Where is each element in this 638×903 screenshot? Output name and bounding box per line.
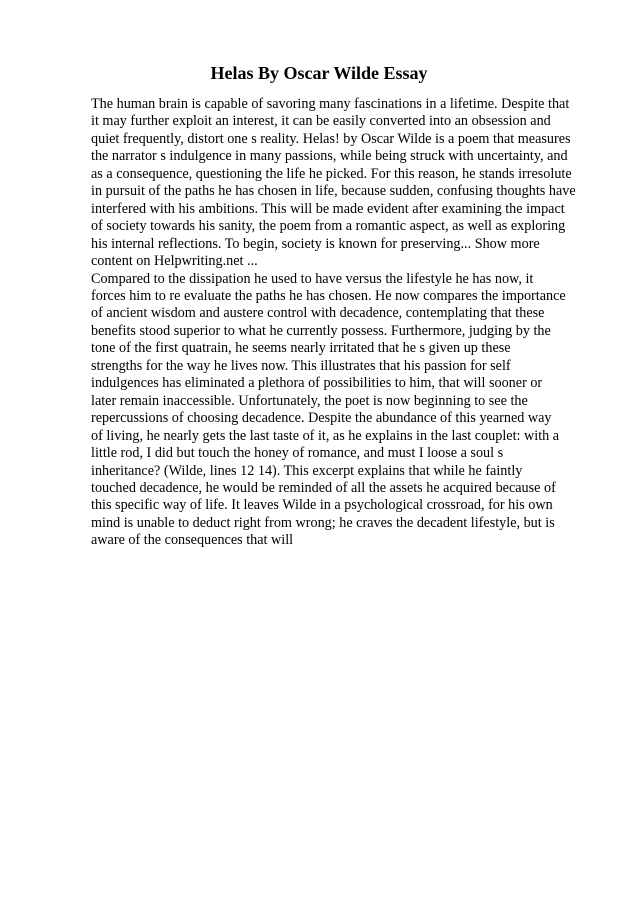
text-line: indulgences has eliminated a plethora of possibilities to him, that will sooner or <box>91 375 543 392</box>
text-line: of ancient wisdom and austere control with decadence, contemplating that these <box>91 305 545 322</box>
text-line: little rod, I did but touch the honey of romance, and must I loose a soul s <box>91 445 504 462</box>
text-line: of society towards his sanity, the poem from a romantic aspect, as well as exploring <box>91 218 566 235</box>
text-line: quiet frequently, distort one s reality. Helas! by Oscar Wilde is a poem that measures <box>91 130 571 147</box>
text-line: repercussions of choosing decadence. Despite the abundance of this yearned way <box>91 410 552 427</box>
text-line: Compared to the dissipation he used to have versus the lifestyle he has now, it <box>91 270 534 287</box>
text-line: inheritance? (Wilde, lines 12 14). This excerpt explains that while he faintly <box>91 462 523 479</box>
text-line: of living, he nearly gets the last taste of it, as he explains in the last couplet: with a <box>91 427 560 444</box>
text-line: aware of the consequences that will <box>91 532 294 549</box>
text-line: forces him to re evaluate the paths he has chosen. He now compares the importance <box>91 287 566 304</box>
text-line: this specific way of life. It leaves Wilde in a psychological crossroad, for his own <box>91 497 553 514</box>
document-body <box>91 96 591 550</box>
text-line: tone of the first quatrain, he seems nearly irritated that he s given up these <box>91 340 511 357</box>
text-line: mind is unable to deduct right from wrong; he craves the decadent lifestyle, but is <box>91 514 555 531</box>
text-line: as a consequence, questioning the life he picked. For this reason, he stands irresolute <box>91 165 572 182</box>
text-line: interfered with his ambitions. This will be made evident after examining the impact <box>91 200 565 217</box>
text-line: it may further exploit an interest, it can be easily converted into an obsession and <box>91 113 551 130</box>
document-title: Helas By Oscar Wilde Essay <box>210 63 428 83</box>
text-line: strengths for the way he lives now. This illustrates that his passion for self <box>91 357 511 374</box>
text-line: later remain inaccessible. Unfortunately, the poet is now beginning to see the <box>91 392 528 409</box>
text-line: the narrator s indulgence in many passions, while being struck with uncertainty, and <box>91 148 568 165</box>
text-line: his internal reflections. To begin, society is known for preserving... Show more <box>91 235 540 252</box>
text-line: in pursuit of the paths he has chosen in life, because sudden, confusing thoughts have <box>91 183 576 200</box>
text-line: The human brain is capable of savoring many fascinations in a lifetime. Despite that <box>91 96 570 112</box>
text-line: content on Helpwriting.net ... <box>91 253 258 270</box>
text-line: touched decadence, he would be reminded of all the assets he acquired because of <box>91 479 556 496</box>
text-line: benefits stood superior to what he currently possess. Furthermore, judging by the <box>91 322 551 339</box>
